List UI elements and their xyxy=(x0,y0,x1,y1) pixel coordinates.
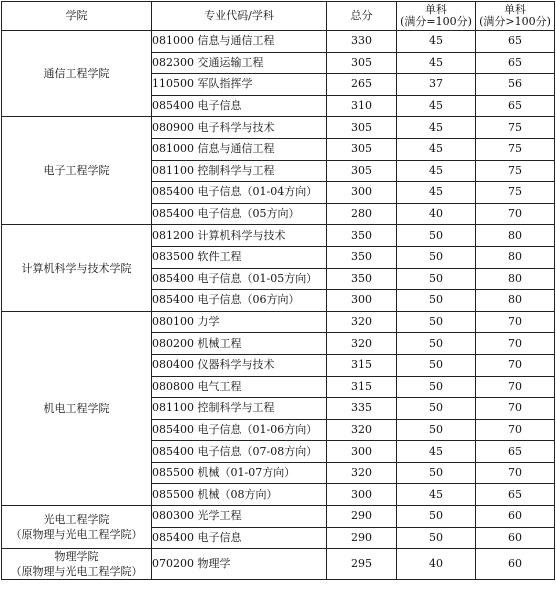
single-over-100-cell: 65 xyxy=(476,52,555,74)
header-single-100-label: 单科 xyxy=(425,3,447,16)
single-over-100-cell: 65 xyxy=(476,441,555,463)
single-over-100-cell: 60 xyxy=(476,549,555,580)
header-total: 总分 xyxy=(327,2,397,31)
table-row xyxy=(2,117,555,139)
single-over-100-cell: 80 xyxy=(476,268,555,290)
college-name: 计算机科学与技术学院 xyxy=(21,261,132,275)
subject-cell: 070200 物理学 xyxy=(152,549,327,580)
single-over-100-cell: 70 xyxy=(476,376,555,398)
single-100-cell: 37 xyxy=(397,74,476,96)
single-over-100-cell: 70 xyxy=(476,311,555,333)
single-100-cell: 50 xyxy=(397,290,476,312)
college-name: 光电工程学院 xyxy=(43,513,110,527)
single-100-cell: 50 xyxy=(397,225,476,247)
subject-cell: 081100 控制科学与工程 xyxy=(152,160,327,182)
total-score-cell: 300 xyxy=(327,290,397,312)
single-100-cell: 50 xyxy=(397,333,476,355)
subject-cell: 080900 电子科学与技术 xyxy=(152,117,327,139)
subject-cell: 085400 电子信息（01-06方向） xyxy=(152,419,327,441)
score-table xyxy=(1,1,555,580)
total-score-cell: 290 xyxy=(327,527,397,549)
single-over-100-cell: 75 xyxy=(476,182,555,204)
single-over-100-cell: 65 xyxy=(476,484,555,506)
table-row xyxy=(2,311,555,333)
college-cell xyxy=(2,225,152,311)
subject-cell: 080100 力学 xyxy=(152,311,327,333)
single-over-100-cell: 70 xyxy=(476,462,555,484)
single-over-100-cell: 70 xyxy=(476,398,555,420)
subject-cell: 085400 电子信息（01-05方向） xyxy=(152,268,327,290)
single-over-100-cell: 80 xyxy=(476,246,555,268)
total-score-cell: 330 xyxy=(327,31,397,53)
total-score-cell: 315 xyxy=(327,376,397,398)
total-score-cell: 310 xyxy=(327,95,397,117)
total-score-cell: 320 xyxy=(327,462,397,484)
single-100-cell: 50 xyxy=(397,354,476,376)
college-cell xyxy=(2,31,152,117)
total-score-cell: 335 xyxy=(327,398,397,420)
subject-cell: 085500 机械（01-07方向） xyxy=(152,462,327,484)
single-100-cell: 45 xyxy=(397,31,476,53)
subject-cell: 085400 电子信息（01-04方向） xyxy=(152,182,327,204)
single-100-cell: 45 xyxy=(397,441,476,463)
subject-cell: 085400 电子信息 xyxy=(152,95,327,117)
subject-cell: 085400 电子信息 xyxy=(152,527,327,549)
total-score-cell: 300 xyxy=(327,484,397,506)
single-over-100-cell: 70 xyxy=(476,203,555,225)
subject-cell: 080800 电气工程 xyxy=(152,376,327,398)
total-score-cell: 350 xyxy=(327,246,397,268)
total-score-cell: 300 xyxy=(327,441,397,463)
total-score-cell: 305 xyxy=(327,160,397,182)
single-over-100-cell: 80 xyxy=(476,290,555,312)
table-body xyxy=(2,31,555,580)
total-score-cell: 305 xyxy=(327,117,397,139)
subject-cell: 080200 机械工程 xyxy=(152,333,327,355)
subject-cell: 080400 仪器科学与技术 xyxy=(152,354,327,376)
subject-cell: 083500 软件工程 xyxy=(152,246,327,268)
single-100-cell: 50 xyxy=(397,506,476,528)
single-over-100-cell: 65 xyxy=(476,95,555,117)
college-cell xyxy=(2,117,152,225)
college-name: 机电工程学院 xyxy=(43,401,110,415)
college-cell xyxy=(2,506,152,549)
single-over-100-cell: 56 xyxy=(476,74,555,96)
single-over-100-cell: 60 xyxy=(476,506,555,528)
single-100-cell: 50 xyxy=(397,527,476,549)
college-name: 电子工程学院 xyxy=(43,164,110,178)
college-former-name: （原物理与光电工程学院） xyxy=(10,528,143,542)
total-score-cell: 290 xyxy=(327,506,397,528)
college-cell xyxy=(2,549,152,580)
single-over-100-cell: 70 xyxy=(476,354,555,376)
single-100-cell: 50 xyxy=(397,419,476,441)
subject-cell: 110500 军队指挥学 xyxy=(152,74,327,96)
college-name: 物理学院 xyxy=(54,550,99,564)
subject-cell: 081000 信息与通信工程 xyxy=(152,138,327,160)
single-over-100-cell: 65 xyxy=(476,31,555,53)
header-single-over-100 xyxy=(476,2,555,31)
header-subject: 专业代码/学科 xyxy=(152,2,327,31)
single-over-100-cell: 60 xyxy=(476,527,555,549)
header-single-over-100-label: 单科 xyxy=(504,3,526,16)
subject-cell: 085400 电子信息（05方向） xyxy=(152,203,327,225)
table-row xyxy=(2,31,555,53)
total-score-cell: 305 xyxy=(327,138,397,160)
subject-cell: 085400 电子信息（07-08方向） xyxy=(152,441,327,463)
total-score-cell: 300 xyxy=(327,182,397,204)
header-single-100 xyxy=(397,2,476,31)
total-score-cell: 350 xyxy=(327,225,397,247)
college-cell xyxy=(2,311,152,505)
single-100-cell: 45 xyxy=(397,160,476,182)
single-100-cell: 50 xyxy=(397,376,476,398)
total-score-cell: 350 xyxy=(327,268,397,290)
total-score-cell: 320 xyxy=(327,333,397,355)
subject-cell: 081100 控制科学与工程 xyxy=(152,398,327,420)
header-single-over-100-note: (满分>100分) xyxy=(479,15,551,28)
table-row xyxy=(2,506,555,528)
single-100-cell: 40 xyxy=(397,203,476,225)
subject-cell: 085400 电子信息（06方向） xyxy=(152,290,327,312)
header-row xyxy=(2,2,555,31)
subject-cell: 082300 交通运输工程 xyxy=(152,52,327,74)
total-score-cell: 320 xyxy=(327,311,397,333)
total-score-cell: 320 xyxy=(327,419,397,441)
single-100-cell: 45 xyxy=(397,52,476,74)
single-100-cell: 45 xyxy=(397,138,476,160)
single-over-100-cell: 75 xyxy=(476,117,555,139)
single-100-cell: 45 xyxy=(397,117,476,139)
header-single-100-note: (满分=100分) xyxy=(400,15,472,28)
single-100-cell: 40 xyxy=(397,549,476,580)
single-over-100-cell: 70 xyxy=(476,333,555,355)
college-former-name: （原物理与光电工程学院） xyxy=(10,565,143,579)
subject-cell: 085500 机械（08方向） xyxy=(152,484,327,506)
total-score-cell: 305 xyxy=(327,52,397,74)
single-100-cell: 45 xyxy=(397,182,476,204)
single-over-100-cell: 70 xyxy=(476,419,555,441)
subject-cell: 081000 信息与通信工程 xyxy=(152,31,327,53)
table-row xyxy=(2,549,555,580)
single-100-cell: 45 xyxy=(397,95,476,117)
header-college: 学院 xyxy=(2,2,152,31)
single-100-cell: 50 xyxy=(397,246,476,268)
single-100-cell: 50 xyxy=(397,268,476,290)
total-score-cell: 295 xyxy=(327,549,397,580)
single-100-cell: 45 xyxy=(397,484,476,506)
table-row xyxy=(2,225,555,247)
single-100-cell: 50 xyxy=(397,462,476,484)
single-100-cell: 50 xyxy=(397,398,476,420)
college-name: 通信工程学院 xyxy=(43,67,110,81)
single-100-cell: 50 xyxy=(397,311,476,333)
single-over-100-cell: 80 xyxy=(476,225,555,247)
total-score-cell: 265 xyxy=(327,74,397,96)
subject-cell: 080300 光学工程 xyxy=(152,506,327,528)
total-score-cell: 280 xyxy=(327,203,397,225)
total-score-cell: 315 xyxy=(327,354,397,376)
subject-cell: 081200 计算机科学与技术 xyxy=(152,225,327,247)
single-over-100-cell: 75 xyxy=(476,160,555,182)
single-over-100-cell: 75 xyxy=(476,138,555,160)
